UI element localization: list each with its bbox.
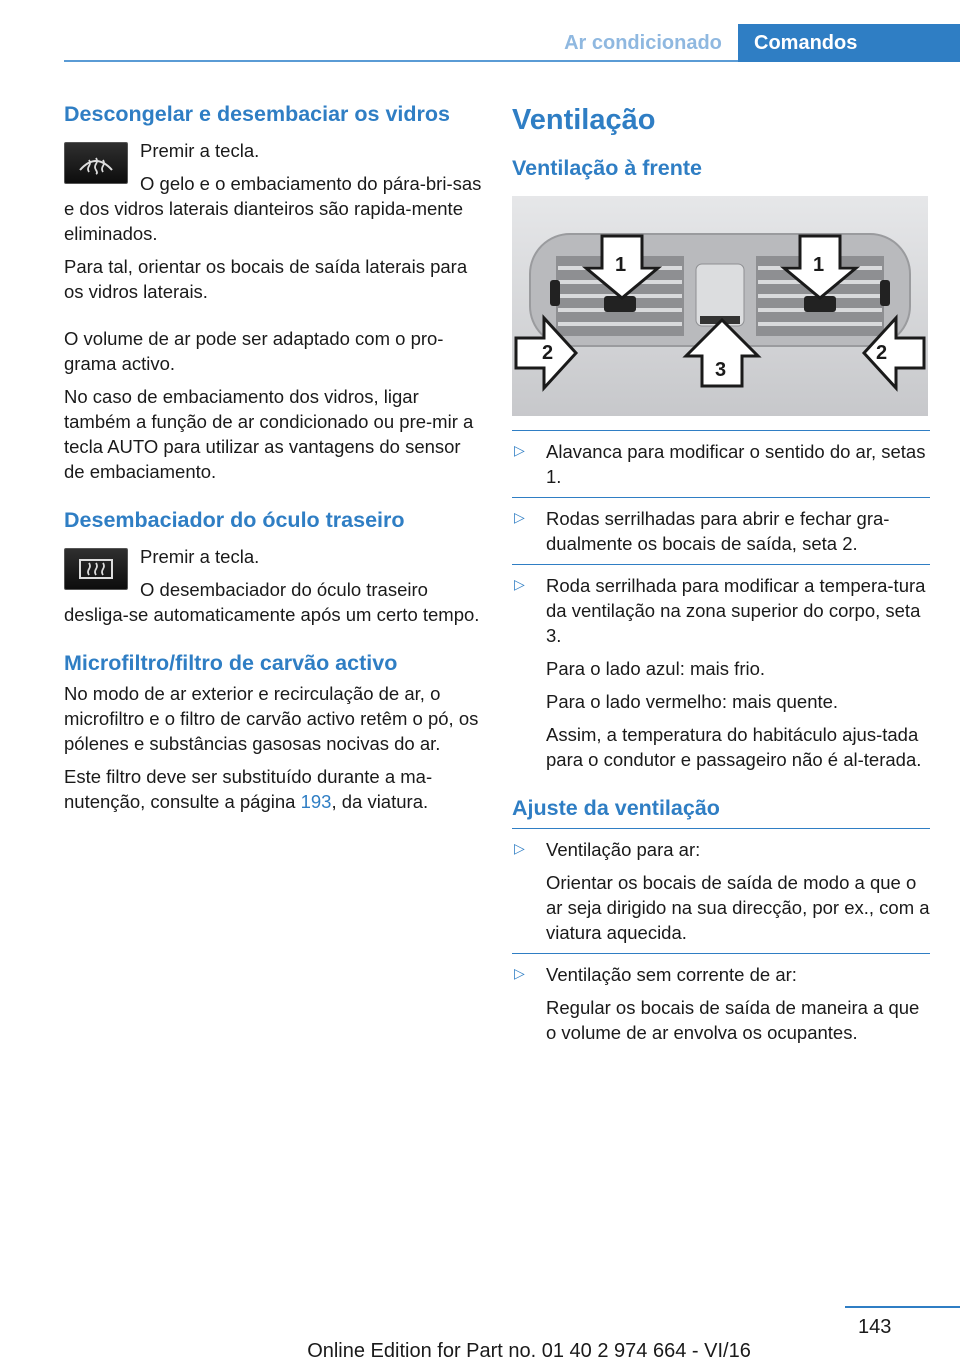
defrost-tip: Para tal, orientar os bocais de saída laterais para os vidros laterais.	[64, 256, 468, 302]
divider	[512, 953, 930, 954]
figure-label-1-left: 1	[615, 254, 627, 276]
section-title-filter: Microfiltro/filtro de carvão activo	[64, 651, 398, 675]
rear-defrost-result: O desembaciador do óculo traseiro desliga-se automaticamente após um certo tempo.	[64, 579, 480, 625]
page-link-193[interactable]: 193	[300, 791, 332, 812]
figure-label-1-right: 1	[813, 254, 825, 276]
defrost-step: Premir a tecla.	[140, 140, 260, 161]
adjust-vent-list	[512, 837, 932, 1045]
tab-ar-condicionado[interactable]: Ar condicionado	[564, 32, 722, 54]
tab-comandos[interactable]: Comandos	[738, 24, 960, 62]
list-item: ▷ Ventilação para ar: Orientar os bocais de saída de modo a que o ar seja dirigido na sua direcção, por ex., com a viatura aquecida.	[514, 839, 930, 943]
page-number: 143	[858, 1316, 892, 1338]
front-vent-list	[512, 439, 932, 772]
figure-label-3: 3	[715, 359, 727, 381]
defrost-result: O gelo e o embaciamento do pára-bri-sas e dos vidros laterais dianteiros são rapida-mente eliminados.	[64, 173, 482, 244]
rear-window-defrost-icon	[64, 548, 128, 590]
defrost-auto-note: No caso de embaciamento dos vidros, ligar também a função de ar condicionado ou pre-mir a tecla AUTO para utilizar as vantagens do sensor de embaciamento.	[64, 386, 474, 482]
bullet-triangle-icon: ▷	[514, 509, 525, 525]
list-item: ▷ Roda serrilhada para modificar a tempera-tura da ventilação na zona superior do corpo, seta 3. Para o lado azul: mais frio. Para o lado vermelho: mais quente. Assim, a temperatura do habitáculo ajus-tada para o condutor e passageiro não é al-terada.	[514, 575, 926, 770]
defrost-volume-note: O volume de ar pode ser adaptado com o pro-grama activo.	[64, 328, 444, 374]
list-item: ▷ Alavanca para modificar o sentido do ar, setas 1.	[514, 441, 926, 487]
bullet-triangle-icon: ▷	[514, 576, 525, 592]
list-item: ▷ Rodas serrilhadas para abrir e fechar gra-dualmente os bocais de saída, seta 2.	[514, 508, 890, 554]
edition-note: Online Edition for Part no. 01 40 2 974 664 - VI/16	[307, 1340, 751, 1362]
section-title-rear-defrost: Desembaciador do óculo traseiro	[64, 508, 405, 532]
figure-label-2-right: 2	[876, 342, 888, 364]
divider	[512, 564, 930, 565]
vent-figure	[512, 196, 928, 416]
section-title-defrost: Descongelar e desembaciar os vidros	[64, 102, 450, 126]
list-item: ▷ Ventilação sem corrente de ar: Regular os bocais de saída de maneira a que o volume de ar envolva os ocupantes.	[514, 964, 920, 1043]
bullet-triangle-icon: ▷	[514, 840, 525, 856]
left-column	[64, 100, 482, 822]
footer-rule	[845, 1306, 960, 1308]
divider	[512, 828, 930, 829]
section-title-ventilation: Ventilação	[512, 104, 656, 136]
right-column	[512, 100, 932, 1053]
divider	[512, 430, 930, 431]
figure-label-2-left: 2	[542, 342, 554, 364]
filter-maintenance: Este filtro deve ser substituído durante a ma-nutenção, consulte a página 193, da viatura.	[64, 766, 433, 812]
bullet-triangle-icon: ▷	[514, 965, 525, 981]
subsection-title-adjust: Ajuste da ventilação	[512, 796, 720, 820]
rear-defrost-step: Premir a tecla.	[140, 546, 260, 567]
bullet-triangle-icon: ▷	[514, 442, 525, 458]
divider	[512, 497, 930, 498]
subsection-title-front: Ventilação à frente	[512, 156, 702, 180]
filter-description: No modo de ar exterior e recirculação de ar, o microfiltro e o filtro de carvão activo retêm o pó, os pólenes e substâncias gasosas nocivas do ar.	[64, 683, 479, 754]
windshield-defrost-icon	[64, 142, 128, 184]
